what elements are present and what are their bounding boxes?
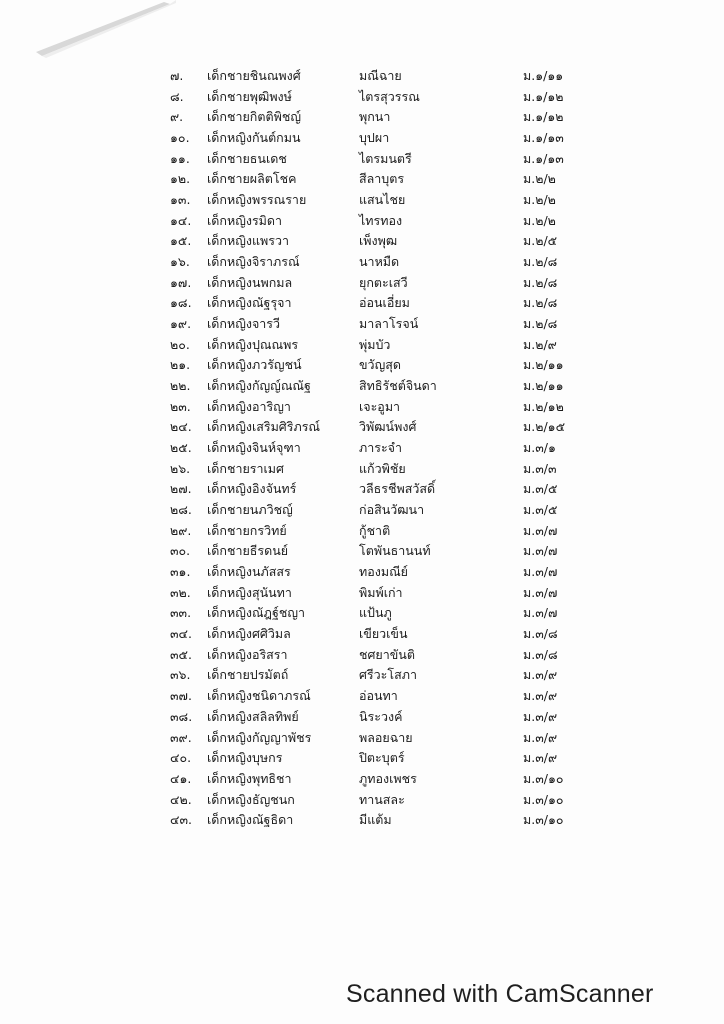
student-class: ม.๓/๑	[523, 440, 556, 456]
student-class: ม.๒/๘	[523, 316, 558, 332]
student-class: ม.๒/๑๒	[523, 398, 564, 414]
student-first-name: เด็กหญิงอาริญา	[207, 398, 291, 414]
student-number: ๙.	[170, 109, 184, 125]
student-class: ม.๓/๙	[523, 708, 558, 724]
list-item	[0, 314, 724, 335]
list-item	[0, 397, 724, 418]
student-first-name: เด็กหญิงกันต์กมน	[207, 130, 301, 146]
student-class: ม.๑/๑๒	[523, 109, 564, 125]
list-item	[0, 459, 724, 480]
student-first-name: เด็กหญิงรมิดา	[207, 212, 283, 228]
list-item	[0, 521, 724, 542]
student-class: ม.๒/๒	[523, 171, 556, 187]
student-number: ๒๙.	[170, 522, 192, 538]
student-first-name: เด็กหญิงภวรัญชน์	[207, 357, 302, 373]
student-number: ๑๑.	[170, 150, 190, 166]
student-class: ม.๓/๙	[523, 750, 558, 766]
student-class: ม.๓/๙	[523, 688, 558, 704]
student-first-name: เด็กชายธนเดช	[207, 150, 287, 166]
student-number: ๒๑.	[170, 357, 191, 373]
student-last-name: สิทธิรัชต์จินดา	[359, 378, 437, 394]
student-number: ๒๕.	[170, 440, 192, 456]
student-class: ม.๓/๘	[523, 646, 558, 662]
student-number: ๗.	[170, 68, 184, 83]
student-class: ม.๒/๒	[523, 192, 556, 208]
student-class: ม.๒/๕	[523, 233, 558, 249]
list-item	[0, 87, 724, 108]
student-first-name: เด็กหญิงกัญญาพัชร	[207, 729, 312, 745]
student-class: ม.๓/๗	[523, 584, 558, 600]
student-class: ม.๒/๑๑	[523, 357, 564, 373]
list-item	[0, 252, 724, 273]
list-item	[0, 66, 724, 87]
student-number: ๑๕.	[170, 233, 192, 249]
student-last-name: มาลาโรจน์	[359, 316, 419, 332]
student-last-name: ไทรทอง	[359, 212, 403, 228]
student-number: ๑๘.	[170, 295, 192, 311]
student-last-name: บุปผา	[359, 130, 390, 146]
student-class: ม.๒/๘	[523, 295, 558, 311]
list-item	[0, 810, 724, 831]
student-number: ๓๖.	[170, 667, 191, 683]
list-item	[0, 107, 724, 128]
student-first-name: เด็กหญิงชนิดาภรณ์	[207, 688, 311, 704]
student-number: ๓๘.	[170, 708, 193, 724]
student-first-name: เด็กชายผลิตโชค	[207, 171, 297, 187]
student-number: ๔๓.	[170, 812, 192, 828]
student-last-name: แสนไชย	[359, 192, 406, 208]
list-item	[0, 417, 724, 438]
student-number: ๓๓.	[170, 605, 192, 621]
student-last-name: พลอยฉาย	[359, 729, 413, 745]
student-last-name: แป้นภู	[359, 605, 392, 621]
student-first-name: เด็กชายชินณพงศ์	[207, 68, 301, 83]
student-number: ๓๒.	[170, 584, 191, 600]
student-first-name: เด็กหญิงเสริมศิริภรณ์	[207, 419, 321, 435]
student-last-name: ภาระจำ	[359, 440, 403, 456]
student-number: ๒๒.	[170, 378, 191, 394]
student-number: ๓๗.	[170, 688, 192, 704]
student-first-name: เด็กหญิงนพกมล	[207, 274, 293, 290]
list-item	[0, 769, 724, 790]
list-item	[0, 376, 724, 397]
camscanner-watermark: Scanned with CamScanner	[346, 980, 654, 1008]
student-first-name: เด็กหญิงศศิวิมล	[207, 626, 291, 642]
student-class: ม.๒/๙	[523, 336, 557, 352]
student-class: ม.๑/๑๑	[523, 68, 564, 83]
student-class: ม.๓/๗	[523, 564, 558, 580]
student-number: ๓๐.	[170, 543, 191, 559]
student-number: ๓๑.	[170, 564, 191, 580]
list-item	[0, 190, 724, 211]
list-item	[0, 273, 724, 294]
student-number: ๔๑.	[170, 770, 192, 786]
student-first-name: เด็กชายกิตติพิชญ์	[207, 109, 301, 125]
list-item	[0, 603, 724, 624]
student-class: ม.๓/๗	[523, 543, 558, 559]
list-item	[0, 479, 724, 500]
student-class: ม.๓/๗	[523, 522, 558, 538]
student-first-name: เด็กชายปรมัตถ์	[207, 667, 289, 683]
page-fold-shadow	[36, 0, 176, 60]
student-last-name: วลีธรชีพสวัสดิ์	[359, 481, 436, 497]
student-number: ๓๔.	[170, 626, 192, 642]
student-number: ๘.	[170, 88, 184, 104]
list-item	[0, 438, 724, 459]
student-last-name: โตพันธานนท์	[359, 543, 431, 559]
student-class: ม.๑/๑๓	[523, 130, 564, 146]
student-number: ๒๗.	[170, 481, 192, 497]
list-item	[0, 583, 724, 604]
student-class: ม.๑/๑๒	[523, 88, 564, 104]
student-class: ม.๓/๗	[523, 605, 558, 621]
student-number: ๓๙.	[170, 729, 192, 745]
student-number: ๔๐.	[170, 750, 192, 766]
student-last-name: พิมพ์เก่า	[359, 584, 403, 600]
student-first-name: เด็กหญิงบุษกร	[207, 750, 283, 766]
student-number: ๒๔.	[170, 419, 192, 435]
student-first-name: เด็กชายกรวิทย์	[207, 522, 287, 538]
student-first-name: เด็กหญิงณัฎฐ์ชญา	[207, 605, 305, 621]
student-last-name: ทานสละ	[359, 791, 405, 807]
student-class: ม.๓/๘	[523, 626, 558, 642]
student-last-name: ขวัญสุด	[359, 357, 401, 373]
student-last-name: ยุกตะเสวี	[359, 274, 408, 290]
list-item	[0, 169, 724, 190]
student-last-name: นาหมืด	[359, 254, 400, 270]
student-first-name: เด็กชายพุฒิพงษ์	[207, 88, 292, 104]
student-last-name: กู้ชาติ	[359, 522, 391, 538]
student-last-name: พุ่มบัว	[359, 336, 391, 352]
student-last-name: ทองมณีย์	[359, 564, 409, 580]
student-first-name: เด็กหญิงณัฐธิดา	[207, 812, 294, 828]
student-number: ๒๘.	[170, 502, 192, 518]
student-first-name: เด็กชายนภวิชญ์	[207, 502, 293, 518]
list-item	[0, 624, 724, 645]
student-last-name: ภูทองเพชร	[359, 770, 417, 786]
student-first-name: เด็กหญิงนภัสสร	[207, 564, 291, 580]
student-number: ๑๖.	[170, 254, 190, 270]
student-class: ม.๓/๙	[523, 729, 558, 745]
student-number: ๓๕.	[170, 646, 192, 662]
student-class: ม.๒/๘	[523, 254, 558, 270]
student-first-name: เด็กชายธีรดนย์	[207, 543, 289, 559]
list-item	[0, 665, 724, 686]
list-item	[0, 211, 724, 232]
list-item	[0, 562, 724, 583]
student-class: ม.๒/๑๕	[523, 419, 566, 435]
list-item	[0, 541, 724, 562]
student-first-name: เด็กหญิงอริสรา	[207, 646, 288, 662]
list-item	[0, 355, 724, 376]
student-last-name: ไตรสุวรรณ	[359, 88, 420, 104]
list-item	[0, 149, 724, 170]
student-number: ๑๐.	[170, 130, 190, 146]
student-last-name: นิระวงค์	[359, 708, 403, 724]
student-first-name: เด็กหญิงกัญญ์ณณัฐ	[207, 378, 311, 394]
student-last-name: เขียวเข็น	[359, 626, 408, 642]
list-item	[0, 686, 724, 707]
list-item	[0, 707, 724, 728]
student-last-name: วิพัฒน์พงศ์	[359, 419, 417, 435]
student-class: ม.๒/๑๑	[523, 378, 564, 394]
list-item	[0, 790, 724, 811]
list-item	[0, 748, 724, 769]
student-number: ๑๗.	[170, 274, 192, 290]
list-item	[0, 335, 724, 356]
student-last-name: พุกนา	[359, 109, 391, 125]
list-item	[0, 645, 724, 666]
student-class: ม.๒/๒	[523, 212, 556, 228]
student-number: ๒๐.	[170, 336, 190, 352]
student-last-name: ศรีวะโสภา	[359, 667, 417, 683]
student-number: ๑๔.	[170, 212, 192, 228]
list-item	[0, 128, 724, 149]
student-number: ๒๓.	[170, 398, 191, 414]
student-first-name: เด็กชายราเมศ	[207, 460, 284, 476]
student-first-name: เด็กหญิงจิราภรณ์	[207, 254, 300, 270]
student-number: ๑๒.	[170, 171, 191, 187]
student-first-name: เด็กหญิงปุณณพร	[207, 336, 299, 352]
student-last-name: เพ็งพุฒ	[359, 233, 398, 249]
student-first-name: เด็กหญิงพรรณราย	[207, 192, 307, 208]
student-class: ม.๓/๓	[523, 460, 557, 476]
student-last-name: แก้วพิชัย	[359, 460, 406, 476]
list-item	[0, 293, 724, 314]
student-first-name: เด็กหญิงแพรวา	[207, 233, 290, 249]
student-first-name: เด็กหญิงอิงจันทร์	[207, 481, 297, 497]
student-class: ม.๓/๕	[523, 502, 558, 518]
student-last-name: อ่อนทา	[359, 688, 398, 704]
list-item	[0, 728, 724, 749]
student-first-name: เด็กหญิงจารวี	[207, 316, 281, 332]
student-class: ม.๒/๘	[523, 274, 558, 290]
student-last-name: ไตรมนตรี	[359, 150, 412, 166]
student-last-name: มีแต้ม	[359, 812, 392, 828]
student-last-name: ชศยาขันติ	[359, 646, 415, 662]
student-last-name: อ่อนเอี่ยม	[359, 295, 410, 311]
student-first-name: เด็กหญิงณัฐรุจา	[207, 295, 292, 311]
list-item	[0, 500, 724, 521]
list-item	[0, 231, 724, 252]
student-first-name: เด็กหญิงพุทธิชา	[207, 770, 292, 786]
student-last-name: เจะอูมา	[359, 398, 401, 414]
student-first-name: เด็กหญิงธัญชนก	[207, 791, 295, 807]
student-class: ม.๓/๙	[523, 667, 558, 683]
student-class: ม.๓/๑๐	[523, 812, 564, 828]
student-first-name: เด็กหญิงสุนันทา	[207, 584, 292, 600]
student-class: ม.๓/๕	[523, 481, 558, 497]
student-first-name: เด็กหญิงสลิลทิพย์	[207, 708, 299, 724]
student-class: ม.๑/๑๓	[523, 150, 564, 166]
student-number: ๑๓.	[170, 192, 191, 208]
student-number: ๒๖.	[170, 460, 191, 476]
student-number: ๑๙.	[170, 316, 192, 332]
student-last-name: ปิตะบุตร์	[359, 750, 405, 766]
student-class: ม.๓/๑๐	[523, 791, 564, 807]
student-last-name: สีลาบุตร	[359, 171, 405, 187]
student-first-name: เด็กหญิงจินห์จุฑา	[207, 440, 301, 456]
student-last-name: มณีฉาย	[359, 68, 402, 83]
student-number: ๔๒.	[170, 791, 192, 807]
student-last-name: ก่อสินวัฒนา	[359, 502, 425, 518]
student-list	[0, 66, 724, 831]
student-class: ม.๓/๑๐	[523, 770, 564, 786]
